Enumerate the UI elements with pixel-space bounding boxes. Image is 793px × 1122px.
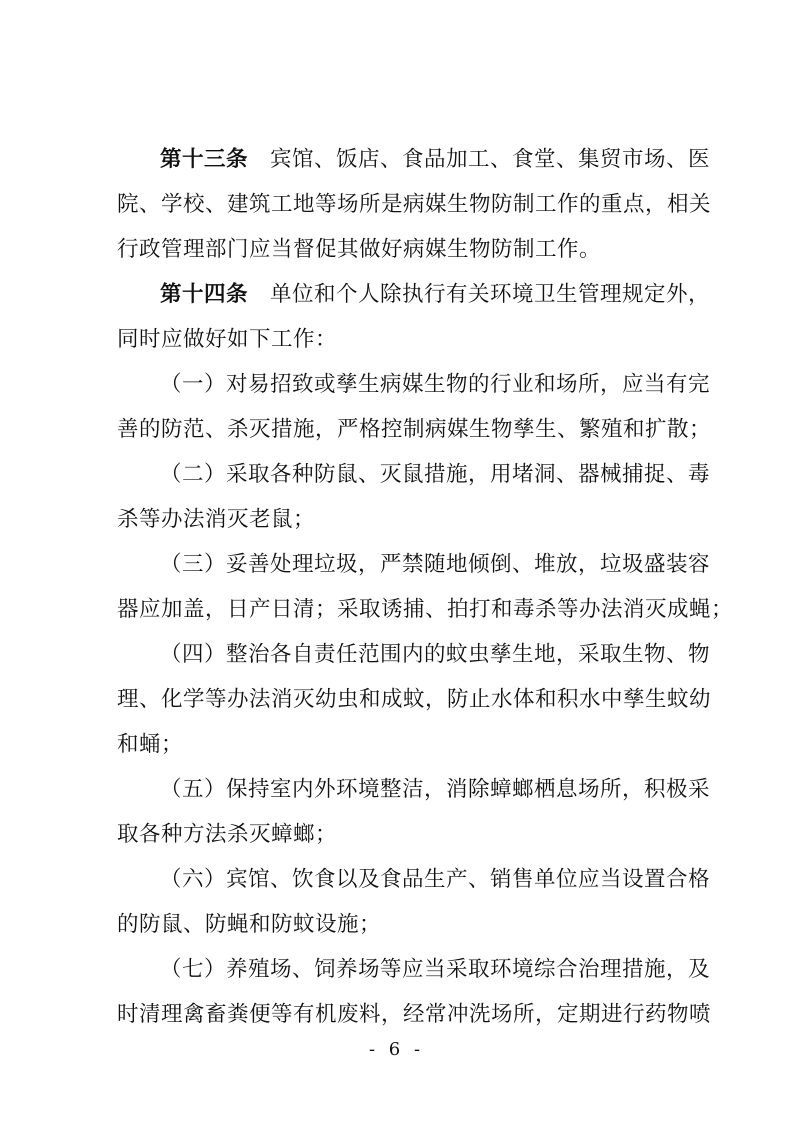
item-6-line-2: 的防鼠、防蝇和防蚊设施； <box>117 912 382 937</box>
item-4-line-3: 和蛹； <box>117 732 184 757</box>
page-number: - 6 - <box>368 1039 425 1060</box>
article-14-label: 第十四条 <box>160 282 249 307</box>
article-14-line-2: 同时应做好如下工作： <box>117 327 338 352</box>
item-7-line-2: 时清理禽畜粪便等有机废料，经常冲洗场所，定期进行药物喷 <box>117 1002 712 1027</box>
article-13-line-2: 院、学校、建筑工地等场所是病媒生物防制工作的重点，相关 <box>117 192 712 217</box>
item-4-line-2: 理、化学等办法消灭幼虫和成蚊，防止水体和积水中孳生蚊幼 <box>117 687 712 712</box>
item-5-line-2: 取各种方法杀灭蟑螂； <box>117 822 338 847</box>
item-2-line-2: 杀等办法消灭老鼠； <box>117 507 316 532</box>
item-3-line-2: 器应加盖，日产日清；采取诱捕、拍打和毒杀等办法消灭成蝇； <box>117 597 734 622</box>
item-1-line-1: （一）对易招致或孳生病媒生物的行业和场所，应当有完 <box>160 372 711 397</box>
article-13-label: 第十三条 <box>160 147 249 172</box>
article-14-text: 单位和个人除执行有关环境卫生管理规定外， <box>270 282 711 307</box>
item-5-line-1: （五）保持室内外环境整洁，消除蟑螂栖息场所，积极采 <box>160 777 711 802</box>
article-13-line-3: 行政管理部门应当督促其做好病媒生物防制工作。 <box>117 237 602 262</box>
article-13-text: 宾馆、饭店、食品加工、食堂、集贸市场、医 <box>270 147 711 172</box>
article-14-first-line <box>160 280 711 310</box>
item-7-line-1: （七）养殖场、饲养场等应当采取环境综合治理措施，及 <box>160 957 711 982</box>
item-6-line-1: （六）宾馆、饮食以及食品生产、销售单位应当设置合格 <box>160 867 711 892</box>
item-1-line-2: 善的防范、杀灭措施，严格控制病媒生物孳生、繁殖和扩散； <box>117 417 712 442</box>
article-13-first-line <box>160 145 711 175</box>
item-3-line-1: （三）妥善处理垃圾，严禁随地倾倒、堆放，垃圾盛装容 <box>160 552 711 577</box>
item-2-line-1: （二）采取各种防鼠、灭鼠措施，用堵洞、器械捕捉、毒 <box>160 462 711 487</box>
item-4-line-1: （四）整治各自责任范围内的蚊虫孳生地，采取生物、物 <box>160 642 711 667</box>
